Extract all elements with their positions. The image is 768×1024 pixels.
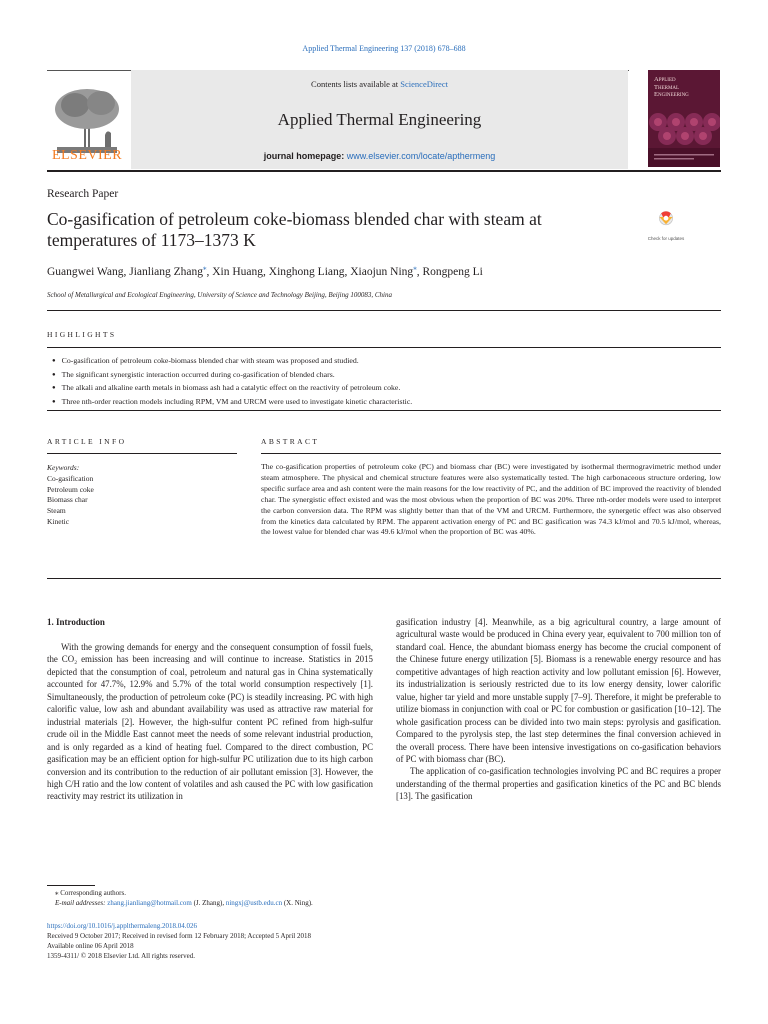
keyword: Co-gasification: [47, 473, 94, 483]
copyright: 1359-4311/ © 2018 Elsevier Ltd. All rights reserved.: [47, 952, 195, 960]
footnote-rule: [47, 885, 95, 886]
corresponding-note: ⁎ Corresponding authors.: [55, 889, 126, 897]
author-name[interactable]: Rongpeng Li: [422, 265, 483, 278]
divider: [261, 453, 721, 454]
abstract-text: The co-gasification properties of petroleum coke (PC) and biomass char (BC) were investigated by isothermal thermogravimetric method under steam atmosphere. The physical and chemical structure features were also systematically tested. The high carbonaceous structure ordering, low specific surface area and ash content were the main reasons for the low reactivity of PC, and the addition of BC improved the reactivity of blended char. The synergistic effect existed and was the most obvious when the proportion of BC was 20%. Three nth-order models were used to interpret the carbon conversion data. The RPM was slightly better than that of the VM and URCM. Furthermore, the synergetic effect was also observed from the kinetics data calculated by RPM. The apparent activation energy of PC and BC gasification was 74.3 kJ/mol and 70.5 kJ/mol, whereas, the lowest value for blended char was 49.6 kJ/mol when the proportion of BC was 40%.: [261, 462, 721, 537]
corresponding-author-mark[interactable]: ⁎: [413, 264, 417, 272]
paragraph: gasification industry [4]. Meanwhile, as a big agricultural country, a large amount of agricultural waste would be produced in China every year, equivalent to 700 million ton of standard coal. Hence, the abundant biomass energy has become the crucial component of the Chinese future energy utilization [5]. Biomass is a renewable energy resource and has competitive advantages of high reaction activity and low pollutant emission [6]. However, its industrialization is seriously restricted due to its low energy density, lower calorific value, higher tar yield and more unstable supply [7–9]. Therefore, it might be preferable to utilize biomass in conjunction with coal or PC for combustion or gasification [10–12]. The whole gasification process can be divided into two main steps: pyrolysis and gasification. Compared to the pyrolysis step, the last step determines the final conversion achieved in the overall process. There have been intensive investigations on co-gasification behaviors of PC with biomass char (BC).: [396, 617, 721, 764]
email-label: E-mail addresses:: [55, 899, 108, 907]
email-link[interactable]: ningxj@ustb.edu.cn: [225, 899, 283, 907]
author-affiliation: School of Metallurgical and Ecological Engineering, University of Science and Technology Beijing, Beijing 100083, China: [47, 291, 392, 299]
divider: [47, 410, 721, 411]
cover-title-line: Thermal: [654, 83, 680, 91]
contents-availability: [131, 79, 628, 89]
article-metadata: [47, 921, 311, 961]
journal-reference-link[interactable]: Applied Thermal Engineering 137 (2018) 678–688: [302, 44, 466, 53]
cover-title-line: Engineering: [654, 91, 689, 98]
email-owner: (X. Ning).: [282, 899, 313, 907]
contents-prefix: Contents lists available at: [311, 79, 401, 89]
elsevier-wordmark: ELSEVIER: [51, 148, 123, 163]
crossmark-label[interactable]: Check for updates: [647, 236, 685, 241]
abstract-heading: ABSTRACT: [261, 437, 320, 446]
email-note: [55, 898, 313, 908]
keyword: Petroleum coke: [47, 484, 94, 494]
cover-title: [654, 76, 689, 99]
highlight-item: ● The significant synergistic interaction occurred during co-gasification of blended chars.: [52, 369, 722, 383]
highlight-item: ● Three nth-order reaction models including RPM, VM and URCM were used to investigate kinetic characteristic.: [52, 396, 722, 410]
cover-title-line: Applied: [654, 76, 676, 83]
corresponding-author-mark[interactable]: ⁎: [203, 264, 207, 272]
homepage-link[interactable]: www.elsevier.com/locate/apthermeng: [346, 151, 496, 161]
homepage-label: journal homepage:: [263, 151, 347, 161]
header-bottom-rule: [47, 170, 721, 172]
journal-cover-image[interactable]: [648, 70, 720, 167]
email-link[interactable]: zhang.jianliang@hotmail.com: [107, 899, 192, 907]
highlights-heading: HIGHLIGHTS: [47, 330, 117, 339]
journal-homepage: [131, 151, 628, 161]
paragraph: With the growing demands for energy and the consequent consumption of fossil fuels, the CO₂ emission has been increasing and will continue to increase. Statistics in 2015 depicted that the consumption of coal, petroleum and natural gas in China systematically accounted for 47.7%, 12.9% and 5.7% of the total world consumption respectively [1]. Simultaneously, the production of petroleum coke (PC) is steadily increasing. PC with high calorific value, low ash and abundant availability was used as attractive raw material for industrial materials [2]. However, the high-sulfur content PC refined from high-sulfur crude oil in the Middle East cannot meet the needs of some relevant industrial production, and is only regarded as a kind of heating fuel. Compared to the direct combustion, PC gasification may be an efficient option for high-sulfur PC utilization due to its high carbon conversion and its contribution to the reduction of air pollutant emission [3]. However, the high C/H ratio and the low content of volatiles and ash caused the PC with low gasification reactivity may restrict its utilization in: [47, 642, 373, 802]
highlight-item: ● Co-gasification of petroleum coke-biomass blended char with steam was proposed and studied.: [52, 355, 722, 369]
author-name[interactable]: Jianliang Zhang: [129, 265, 203, 278]
keywords-block: [47, 463, 237, 528]
crossmark-icon[interactable]: [646, 211, 686, 235]
highlight-item: ● The alkali and alkaline earth metals in biomass ash had a catalytic effect on the reactivity of petroleum coke.: [52, 382, 722, 396]
author-name[interactable]: Guangwei Wang: [47, 265, 124, 278]
keywords-label: Keywords:: [47, 463, 80, 472]
keyword: Kinetic: [47, 516, 70, 526]
doi-link[interactable]: https://doi.org/10.1016/j.applthermaleng.2018.04.026: [47, 922, 197, 930]
email-owner: (J. Zhang),: [191, 899, 226, 907]
divider: [47, 453, 237, 454]
author-list: Guangwei Wang, Jianliang Zhang⁎, Xin Huang, Xinghong Liang, Xiaojun Ning⁎, Rongpeng Li: [47, 264, 483, 278]
footnotes: [55, 888, 313, 908]
divider: [47, 347, 721, 348]
divider: [47, 578, 721, 579]
body-right-column: [396, 616, 721, 803]
paragraph: The application of co-gasification technologies involving PC and BC requires a proper understanding of the thermal properties and gasification kinetics of the PC and BC blends [13]. The gasification: [396, 766, 721, 802]
body-left-column: [47, 641, 373, 803]
author-name[interactable]: Xiaojun Ning: [350, 265, 414, 278]
journal-name: Applied Thermal Engineering: [277, 110, 482, 129]
author-name[interactable]: Xinghong Liang: [268, 265, 345, 278]
article-info-heading: ARTICLE INFO: [47, 437, 127, 446]
received-dates: Received 9 October 2017; Received in revised form 12 February 2018; Accepted 5 April 2018: [47, 932, 311, 940]
online-date: Available online 06 April 2018: [47, 942, 134, 950]
article-title: Co-gasification of petroleum coke-biomass blended char with steam at temperatures of 1173–1373 K: [47, 209, 542, 250]
article-type: Research Paper: [47, 188, 119, 200]
keyword: Biomass char: [47, 495, 88, 505]
section-heading: 1. Introduction: [47, 617, 105, 627]
highlights-list: [52, 355, 722, 409]
keyword: Steam: [47, 506, 66, 516]
author-name[interactable]: Xin Huang: [212, 265, 264, 278]
sciencedirect-link[interactable]: ScienceDirect: [400, 79, 448, 89]
divider: [47, 310, 721, 311]
